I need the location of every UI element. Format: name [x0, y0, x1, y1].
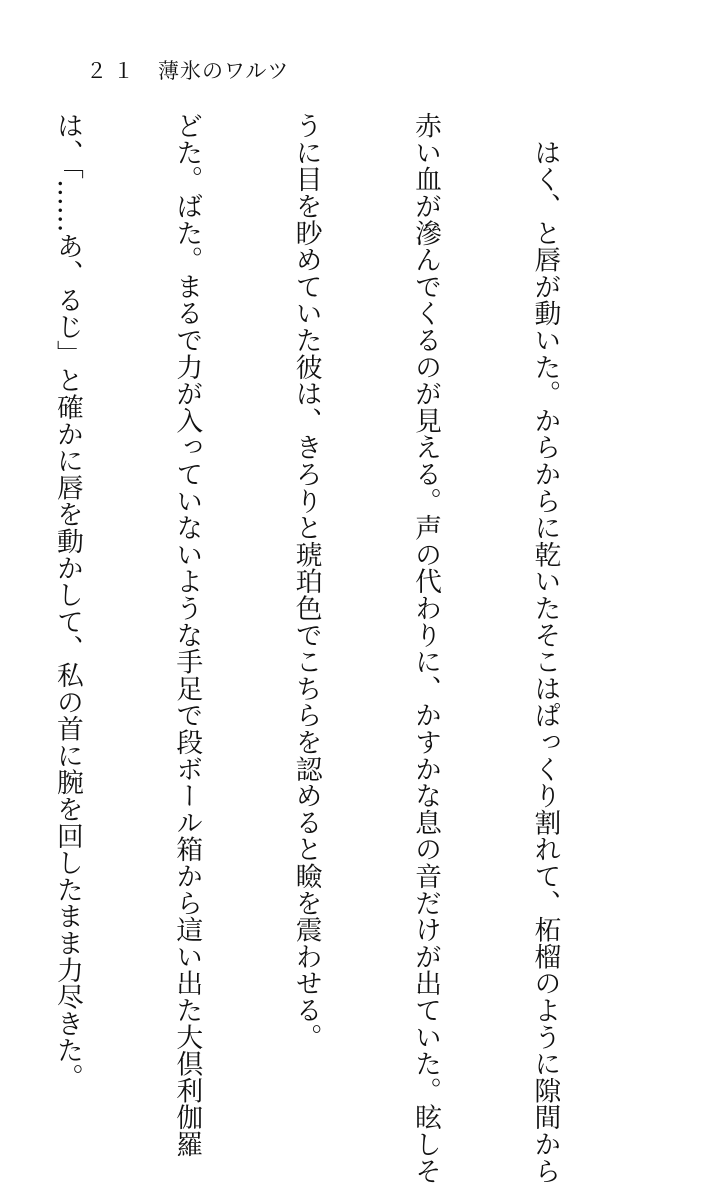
text-line: どた。ばた。まるで力が入っていないような手足で段ボール箱から這い出た大倶利伽羅 [171, 112, 203, 1158]
text-line: うに目を眇めていた彼は、きろりと琥珀色でこちらを認めると瞼を震わせる。 [290, 112, 322, 1050]
text-line: は、「……あ、るじ」と確かに唇を動かして、私の首に腕を回したまま力尽きた。 [51, 112, 83, 1091]
text-line: 赤い血が滲んでくるのが見える。声の代わりに、かすかな息の音だけが出ていた。眩しそ [410, 112, 442, 1184]
text-line: はく、と唇が動いた。からからに乾いたそこはぱっくり割れて、柘榴のように隙間から [529, 112, 561, 1184]
page-header [86, 55, 289, 85]
page-number: ２１ [86, 59, 140, 83]
book-title: 薄氷のワルツ [158, 59, 290, 83]
vertical-body-text [51, 112, 644, 1184]
